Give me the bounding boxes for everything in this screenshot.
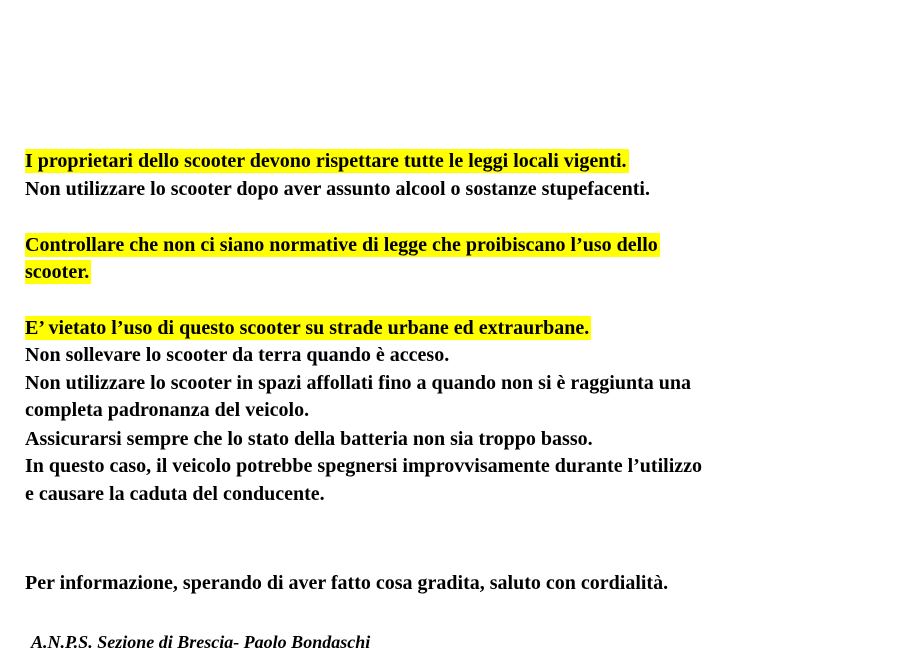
line-vehicle-mastery: completa padronanza del veicolo. (25, 399, 310, 421)
highlight-local-laws: I proprietari dello scooter devono rispettare tutte le leggi locali vigenti. (25, 150, 627, 172)
line-crowded-spaces: Non utilizzare lo scooter in spazi affollati fino a quando non si è raggiunta una (25, 372, 691, 394)
highlight-regulations-cont: scooter. (25, 261, 90, 283)
highlighted-line-regulations (25, 232, 660, 259)
highlight-regulations: Controllare che non ci siano normative di legge che proibiscano l’uso dello (25, 234, 658, 256)
line-no-alcohol: Non utilizzare lo scooter dopo aver assunto alcool o sostanze stupefacenti. (25, 178, 650, 200)
highlight-forbidden-roads: E’ vietato l’uso di questo scooter su strade urbane ed extraurbane. (25, 317, 590, 339)
highlighted-line-local-laws (25, 148, 629, 175)
line-do-not-lift: Non sollevare lo scooter da terra quando è acceso. (25, 344, 450, 366)
signature: A.N.P.S. Sezione di Brescia- Paolo Bondaschi (31, 632, 371, 652)
highlighted-line-forbidden-roads (25, 315, 591, 342)
line-battery-check: Assicurarsi sempre che lo stato della batteria non sia troppo basso. (25, 428, 593, 450)
line-sudden-shutdown: In questo caso, il veicolo potrebbe spegnersi improvvisamente durante l’utilizzo (25, 455, 703, 477)
closing-line: Per informazione, sperando di aver fatto cosa gradita, saluto con cordialità. (25, 572, 669, 594)
highlighted-line-regulations-cont (25, 259, 91, 286)
line-driver-fall: e causare la caduta del conducente. (25, 483, 325, 505)
